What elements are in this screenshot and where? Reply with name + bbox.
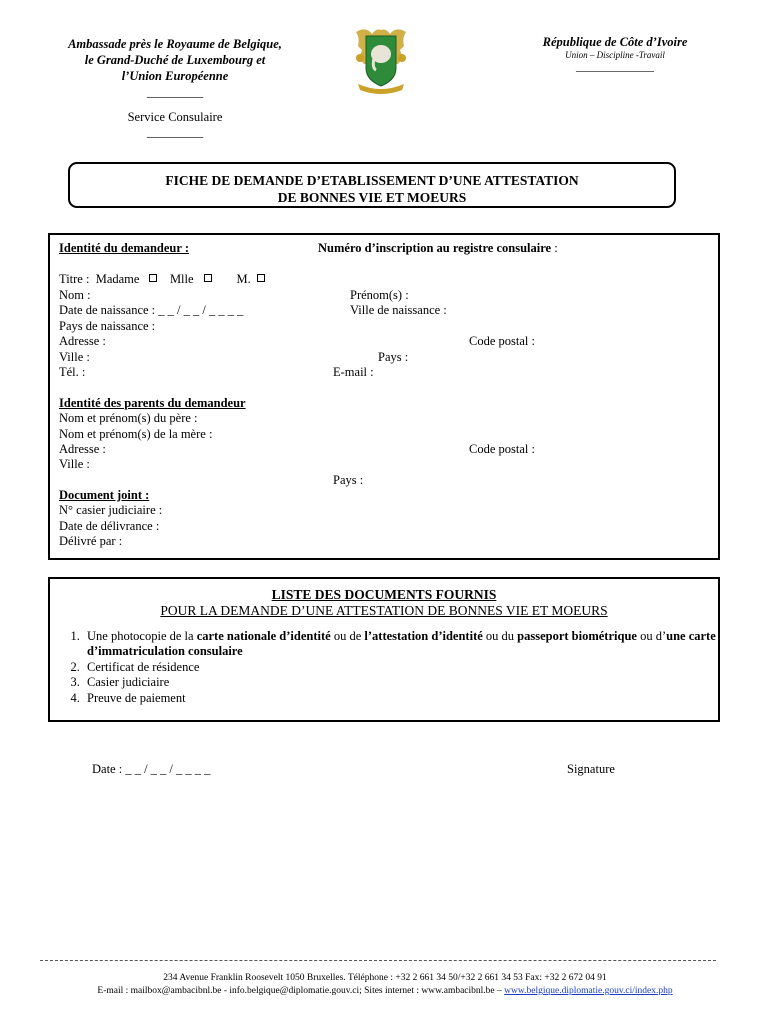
coat-of-arms-emblem [352, 24, 410, 96]
footer [0, 972, 770, 998]
birth-city-field[interactable]: Ville de naissance : [350, 303, 447, 317]
documents-heading: LISTE DES DOCUMENTS FOURNIS [271, 587, 497, 602]
signature-field[interactable]: Signature [567, 762, 615, 776]
date-field[interactable]: Date : _ _ / _ _ / _ _ _ _ [92, 762, 211, 776]
item1-text-e: ou du [482, 629, 518, 643]
checkbox-icon[interactable] [204, 274, 212, 282]
republic-motto: Union – Discipline -Travail [565, 50, 665, 60]
parents-country-field[interactable]: Pays : [333, 473, 364, 487]
parents-city-field[interactable]: Ville : [59, 457, 90, 471]
service-separator: _________ [146, 125, 204, 139]
city-field[interactable]: Ville : [59, 350, 90, 364]
document-heading: Document joint : [59, 488, 150, 502]
birthdate-field[interactable]: Date de naissance : _ _ / _ _ / _ _ _ _ [59, 303, 244, 317]
registration-colon: : [551, 241, 558, 255]
parents-postal-code-field[interactable]: Code postal : [469, 442, 535, 456]
country-field[interactable]: Pays : [378, 350, 409, 364]
postal-code-field[interactable]: Code postal : [469, 334, 535, 348]
prenoms-field[interactable]: Prénom(s) : [350, 288, 409, 302]
identity-heading: Identité du demandeur : [59, 241, 189, 255]
republic-name: République de Côte d’Ivoire [542, 35, 688, 49]
parents-heading: Identité des parents du demandeur [59, 396, 246, 410]
nom-field[interactable]: Nom : [59, 288, 91, 302]
title-field [59, 272, 265, 287]
list-item: 2. Certificat de résidence [83, 660, 718, 675]
embassy-line-2: le Grand-Duché de Luxembourg et [84, 53, 266, 67]
item1-text-g: ou d’ [636, 629, 667, 643]
record-number-field[interactable]: N° casier judiciaire : [59, 503, 163, 517]
documents-list [48, 577, 720, 722]
registration-field[interactable] [318, 241, 558, 256]
form-title-line-2: DE BONNES VIE ET MOEURS [277, 190, 467, 205]
item1-text-a: Une photocopie de la [87, 629, 197, 643]
documents-subheading: POUR LA DEMANDE D’UNE ATTESTATION DE BONNES VIE ET MOEURS [160, 603, 608, 618]
form-title-line-1: FICHE DE DEMANDE D’ETABLISSEMENT D’UNE ATTESTATION [165, 173, 579, 188]
email-field[interactable]: E-mail : [333, 365, 374, 379]
embassy-line-3: l’Union Européenne [121, 69, 229, 83]
parents-address-field[interactable]: Adresse : [59, 442, 106, 456]
phone-field[interactable]: Tél. : [59, 365, 86, 379]
republic-header [510, 34, 720, 72]
list-item [83, 629, 718, 660]
address-field[interactable]: Adresse : [59, 334, 106, 348]
website-link[interactable]: www.belgique.diplomatie.gouv.ci/index.php [504, 986, 673, 996]
item1-text-h: une carte d’immatriculation consulaire [87, 629, 716, 659]
embassy-header [40, 36, 310, 100]
registration-label: Numéro d’inscription au registre consulaire [318, 241, 552, 255]
republic-separator: _____________ [576, 59, 654, 73]
item1-text-b: carte nationale d’identité [196, 629, 331, 643]
title-label: Titre : [59, 272, 90, 286]
item1-text-c: ou de [330, 629, 365, 643]
documents-ol [50, 629, 718, 706]
footer-divider [40, 960, 716, 961]
applicant-form [48, 233, 720, 560]
footer-address: 234 Avenue Franklin Roosevelt 1050 Bruxelles. Téléphone : +32 2 661 34 50/+32 2 661 34 53 Fax: +32 2 672 04 91 [163, 973, 607, 983]
embassy-separator: _________ [146, 85, 204, 99]
item1-text-f: passeport biométrique [517, 629, 637, 643]
service-header [40, 110, 310, 140]
item1-text-d: l’attestation d’identité [364, 629, 483, 643]
checkbox-icon[interactable] [257, 274, 265, 282]
mlle-label: Mlle [169, 272, 194, 286]
checkbox-icon[interactable] [149, 274, 157, 282]
embassy-line-1: Ambassade près le Royaume de Belgique, [68, 37, 282, 51]
issue-date-field[interactable]: Date de délivrance : [59, 519, 160, 533]
list-item: 3. Casier judiciaire [83, 675, 718, 690]
father-field[interactable]: Nom et prénom(s) du père : [59, 411, 198, 425]
list-item: 4. Preuve de paiement [83, 691, 718, 706]
m-label: M. [236, 272, 251, 286]
birth-country-field[interactable]: Pays de naissance : [59, 319, 156, 333]
issued-by-field[interactable]: Délivré par : [59, 534, 123, 548]
footer-contacts-text: E-mail : mailbox@ambacibnl.be - info.belgique@diplomatie.gouv.ci; Sites internet : www.ambacibnl.be – [97, 986, 505, 996]
madame-label: Madame [95, 272, 140, 286]
footer-contacts [0, 985, 770, 998]
form-title [68, 162, 676, 208]
mother-field[interactable]: Nom et prénom(s) de la mère : [59, 427, 213, 441]
service-label: Service Consulaire [127, 110, 223, 124]
